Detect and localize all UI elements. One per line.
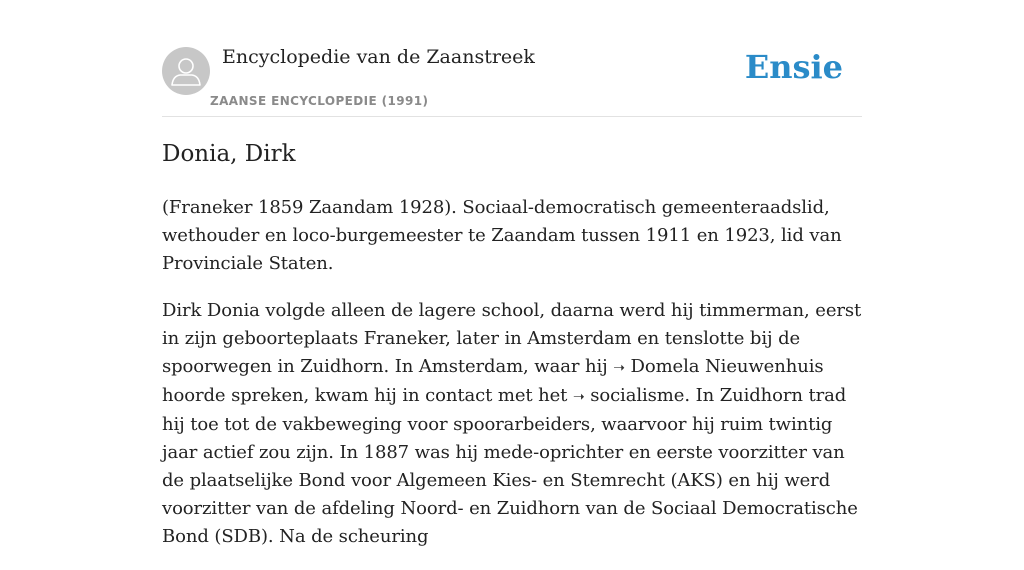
paragraph-body-text: . In Zuidhorn trad hij toe tot de vakbeweging voor spoorarbeiders, waarvoor hij ruim twintig jaar actief zou zijn. In 1887 was hij mede-oprichter en eerste voorzitter van de plaatselijke Bond voor Algemeen Kies- en Stemrecht (AKS) en hij werd voorzitter van de afdeling Noord- en Zuidhorn van de Sociaal Democratische Bond (SDB). Na de scheuring — [162, 385, 858, 547]
article — [162, 138, 864, 570]
link-domela-nieuwenhuis[interactable]: Domela Nieuwenhuis — [630, 356, 824, 377]
paragraph-intro: (Franeker 1859 Zaandam 1928). Sociaal-democratisch gemeenteraadslid, wethouder en loco-burgemeester te Zaandam tussen 1911 en 1923, lid van Provinciale Staten. — [162, 197, 842, 274]
arrow-right-icon: ➝ — [572, 389, 585, 405]
source-subtitle: ZAANSE ENCYCLOPEDIE (1991) — [210, 94, 429, 108]
link-socialisme[interactable]: socialisme — [590, 385, 685, 406]
arrow-right-icon: ➝ — [613, 360, 625, 376]
paragraph-body — [162, 297, 864, 551]
paragraph-body-text: hoorde spreken, kwam hij in contact met het — [162, 385, 573, 406]
user-icon[interactable] — [162, 47, 210, 95]
source-header — [162, 44, 862, 117]
source-title-link[interactable]: Encyclopedie van de Zaanstreek — [222, 46, 535, 68]
paragraph-body-text: Dirk Donia volgde alleen de lagere school, daarna werd hij timmerman, eerst in zijn geboorteplaats Franeker, later in Amsterdam en tenslotte bij de spoorwegen in Zuidhorn. In Amsterdam, waar hij — [162, 300, 862, 377]
entry-title: Donia, Dirk — [162, 141, 296, 167]
ensie-logo[interactable]: Ensie — [744, 48, 843, 86]
user-icon-graphic — [162, 47, 210, 95]
